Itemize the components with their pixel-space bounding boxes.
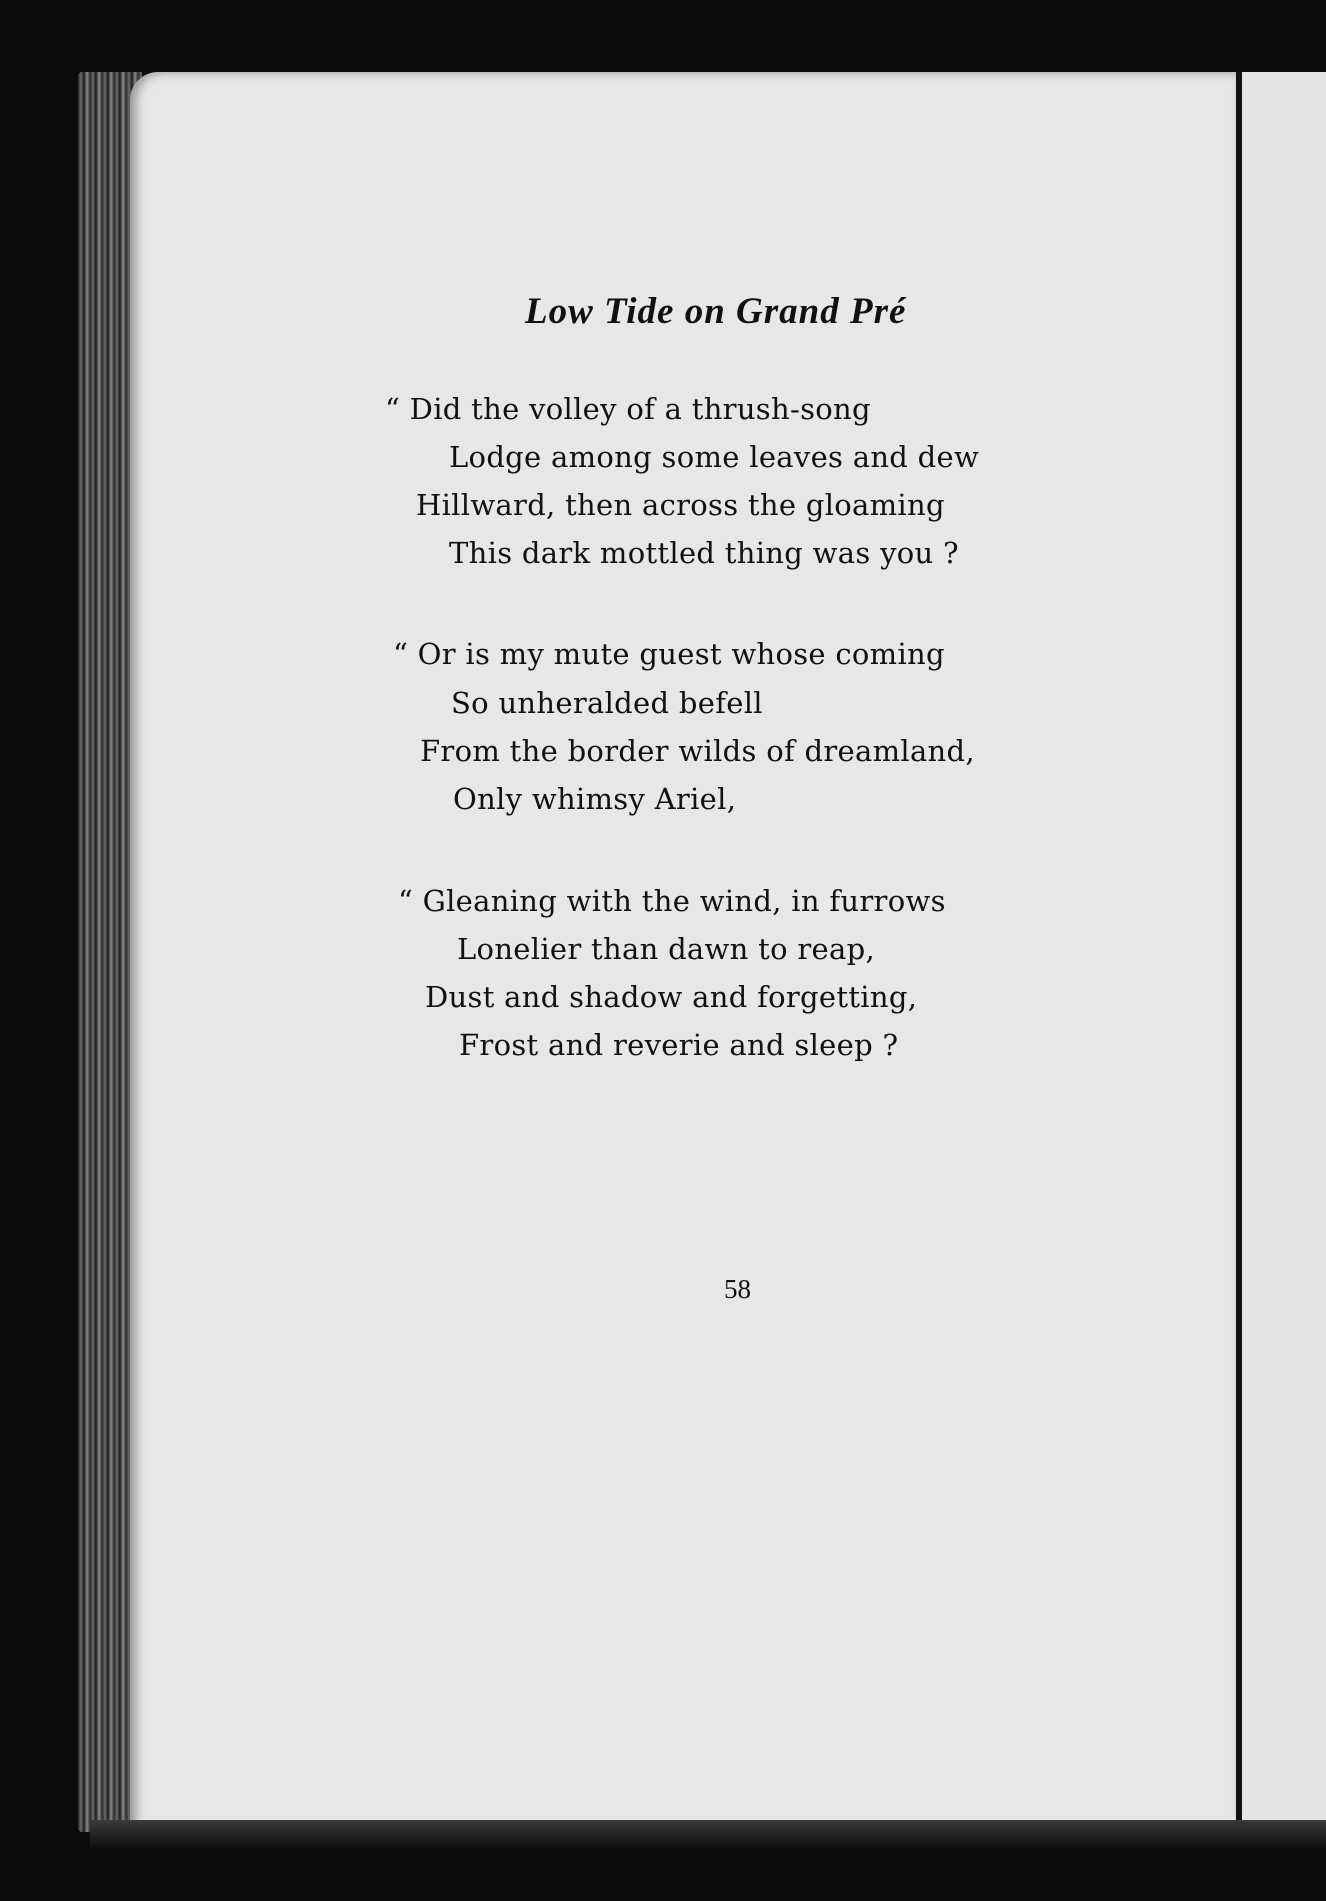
running-head: Low Tide on Grand Pré (525, 291, 907, 332)
poem-line: From the border wilds of dreamland, (420, 734, 975, 768)
poem-line: Only whimsy Ariel, (453, 782, 737, 816)
poem-line: Hillward, then across the gloaming (416, 488, 945, 522)
poem-line: “ Did the volley of a thrush-song (385, 392, 871, 426)
poem-line: Lodge among some leaves and dew (449, 440, 980, 474)
poem-line: “ Or is my mute guest whose coming (393, 637, 945, 671)
poem-line: Lonelier than dawn to reap, (457, 932, 875, 966)
poem-line: Dust and shadow and forgetting, (425, 980, 918, 1014)
poem-line: This dark mottled thing was you ? (449, 536, 959, 570)
poem-line: Frost and reverie and sleep ? (459, 1028, 899, 1062)
page-number: 58 (724, 1274, 751, 1304)
poem-line: “ Gleaning with the wind, in furrows (398, 884, 946, 918)
poem-line: So unheralded befell (451, 686, 763, 720)
facing-page-edge (1242, 72, 1326, 1832)
page-bottom-shadow (90, 1820, 1326, 1850)
